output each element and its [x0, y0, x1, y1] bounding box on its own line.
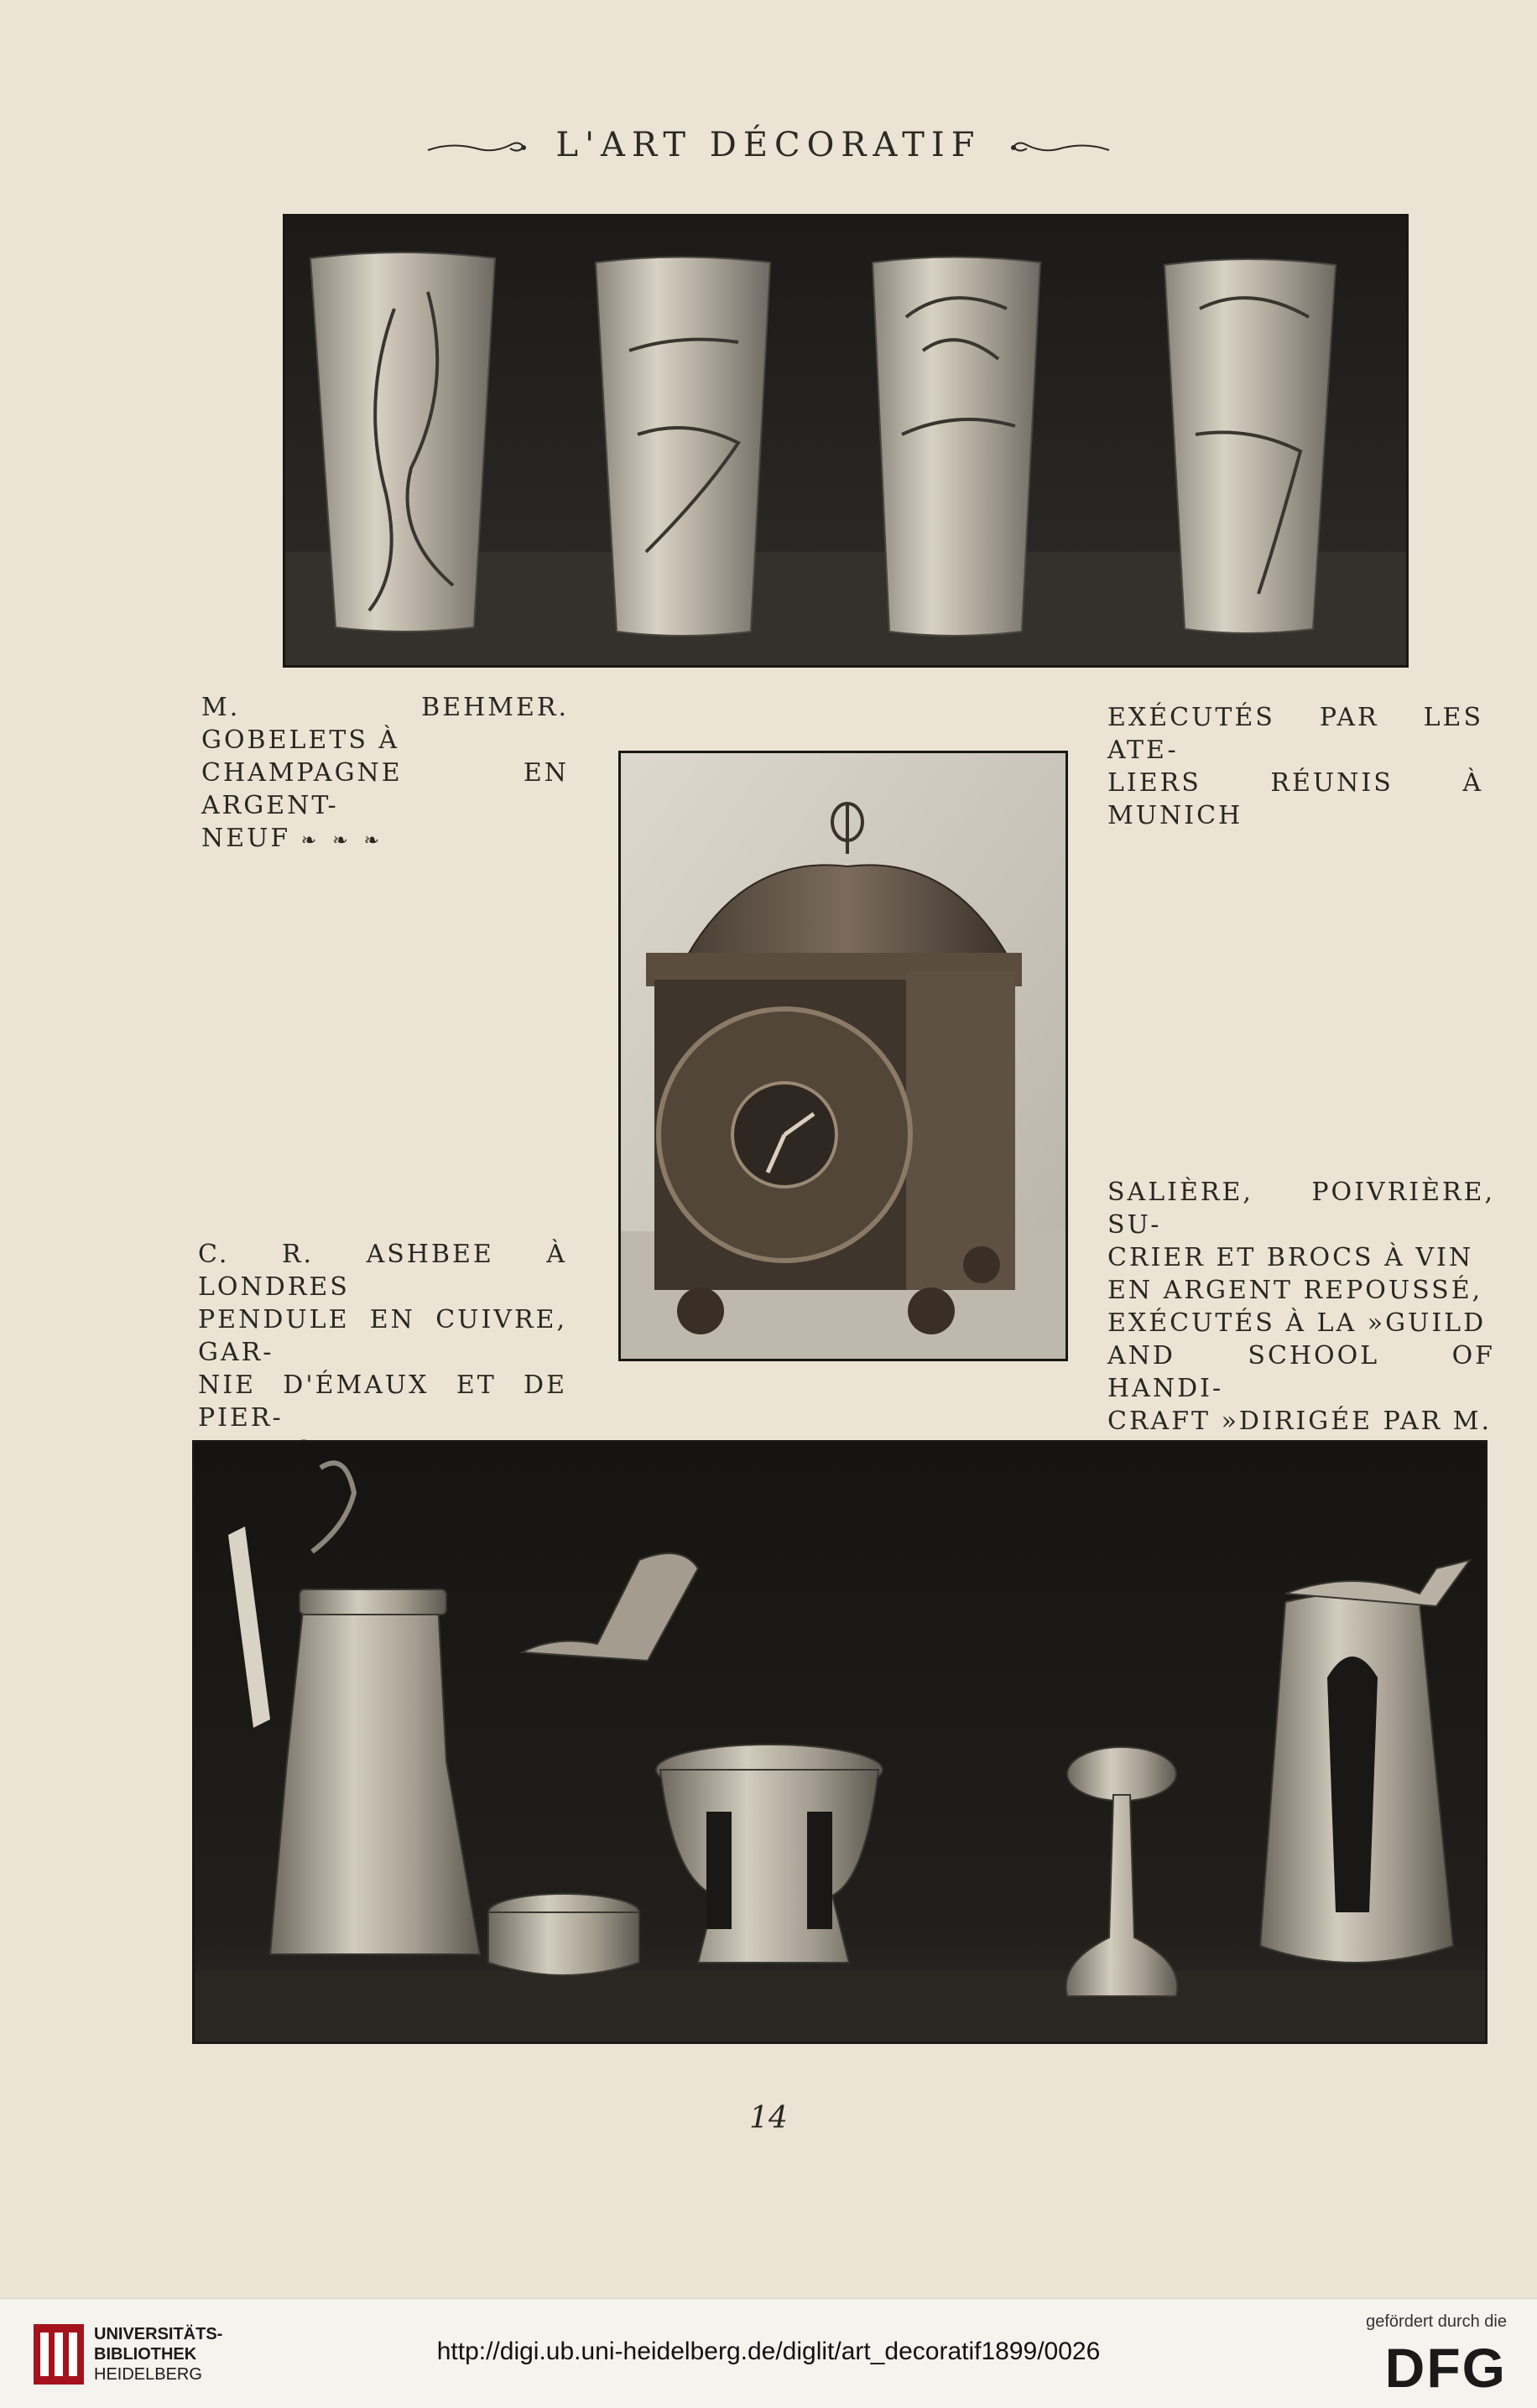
viewer-footer	[0, 2298, 1537, 2408]
dfg-logo: DFG	[1384, 2337, 1507, 2399]
caption-line: PENDULE EN CUIVRE, GAR-	[198, 1305, 567, 1367]
caption-executes	[1107, 701, 1483, 832]
funding-label: gefördert durch die	[1366, 2312, 1507, 2331]
caption-line: CHAMPAGNE EN ARGENT-	[201, 758, 569, 820]
library-name: UNIVERSITÄTS- BIBLIOTHEK HEIDELBERG	[94, 2325, 223, 2384]
header-title: L'ART DÉCORATIF	[555, 126, 982, 164]
caption-line: LIERS RÉUNIS À MUNICH	[1107, 768, 1483, 830]
caption-ashbee-clock	[198, 1238, 567, 1469]
right-flourish-icon	[1010, 135, 1111, 160]
running-header	[0, 126, 1537, 164]
caption-behmer	[201, 691, 569, 857]
caption-line: C. R. ASHBEE À LONDRES	[198, 1240, 567, 1302]
ornament-icon: ❧ ❧ ❧	[300, 830, 385, 851]
caption-line: M. BEHMER. GOBELETS À	[201, 693, 569, 755]
caption-line: EN ARGENT REPOUSSÉ,	[1107, 1276, 1483, 1305]
permalink-url[interactable]: http://digi.ub.uni-heidelberg.de/diglit/art_decoratif1899/0026	[436, 2338, 1101, 2365]
left-flourish-icon	[426, 135, 527, 160]
silverware-photo	[195, 1443, 1485, 2041]
caption-line: AND SCHOOL OF HANDI-	[1107, 1341, 1495, 1403]
caption-line: SALIÈRE, POIVRIÈRE, SU-	[1107, 1178, 1495, 1240]
clock-photo	[621, 753, 1065, 1359]
caption-line: NEUF ❧ ❧ ❧	[201, 824, 385, 853]
caption-line: NIE D'ÉMAUX ET DE PIER-	[198, 1370, 567, 1433]
goblets-photo	[285, 216, 1406, 665]
caption-line: CRIER ET BROCS À VIN	[1107, 1243, 1474, 1272]
caption-line: EXÉCUTÉS PAR LES ATE-	[1107, 703, 1483, 765]
page-number: 14	[749, 2101, 788, 2135]
caption-saliere	[1107, 1176, 1495, 1473]
caption-line: EXÉCUTÉS À LA »GUILD	[1107, 1308, 1487, 1338]
caption-line: CRAFT »DIRIGÉE PAR M.	[1107, 1407, 1493, 1436]
